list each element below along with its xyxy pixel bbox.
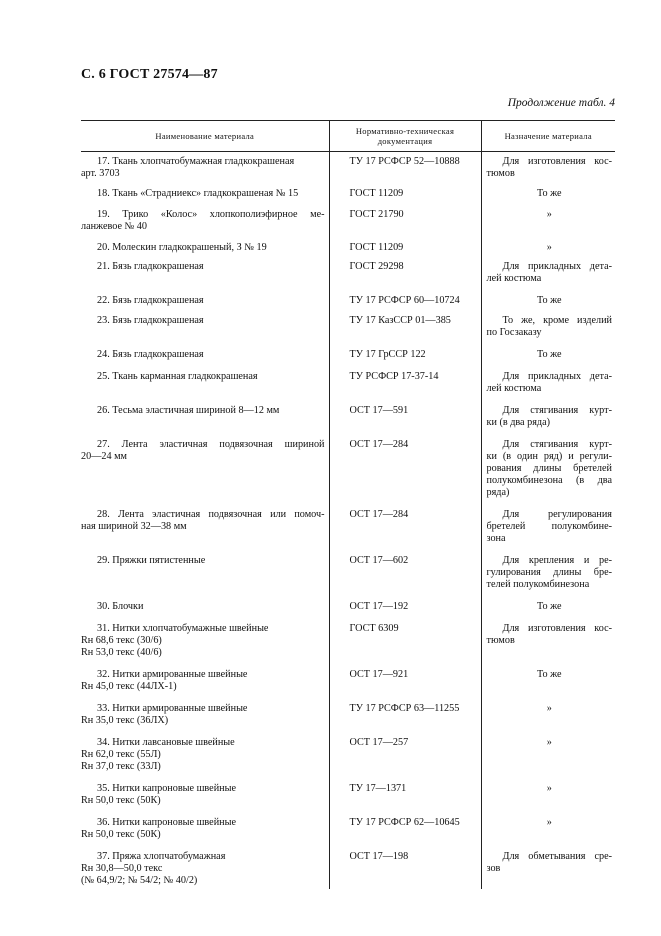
table-row xyxy=(81,817,615,841)
purpose-cell xyxy=(481,152,615,181)
material-name-line: 30. Блочки xyxy=(97,601,144,612)
purpose-cell xyxy=(481,261,615,285)
purpose-cell xyxy=(481,209,615,233)
row-spacer xyxy=(81,807,615,817)
spacer-cell xyxy=(81,307,329,315)
material-name-line: 17. Ткань хлопчатобумажная гладкокрашеная xyxy=(97,156,295,167)
normative-doc-text: ОСТ 17—198 xyxy=(349,851,409,862)
purpose-line: » xyxy=(546,737,552,748)
table-tail xyxy=(81,887,615,889)
material-name-line: 20. Молескин гладкокрашеный, З № 19 xyxy=(97,242,267,253)
material-name-line: 18. Ткань «Страдниекс» гладкокрашеная № 15 xyxy=(97,188,299,199)
spacer-cell xyxy=(81,545,329,555)
spacer-cell xyxy=(481,773,615,783)
table-row xyxy=(81,783,615,807)
spacer-cell xyxy=(81,200,329,209)
normative-doc-text: ТУ 17 РСФСР 52—10888 xyxy=(349,156,460,167)
normative-doc-text: ОСТ 17—602 xyxy=(349,555,409,566)
spacer-cell xyxy=(329,429,481,439)
material-name-line: 35. Нитки капроновые швейные xyxy=(97,783,236,794)
spacer-cell xyxy=(481,254,615,261)
spacer-cell xyxy=(481,499,615,509)
spacer-cell xyxy=(81,727,329,737)
spacer-cell xyxy=(481,180,615,188)
normative-doc-text: ТУ 17 РСФСР 62—10645 xyxy=(349,817,460,828)
purpose-line: » xyxy=(546,209,552,220)
materials-table xyxy=(81,120,615,889)
spacer-cell xyxy=(81,233,329,242)
material-name-cell xyxy=(81,349,329,361)
material-name-cell xyxy=(81,295,329,307)
spacer-cell xyxy=(481,591,615,601)
spacer-cell xyxy=(329,285,481,295)
row-spacer xyxy=(81,200,615,209)
purpose-line: » xyxy=(546,242,552,253)
purpose-cell xyxy=(481,405,615,429)
normative-doc-cell xyxy=(329,349,481,361)
normative-doc-text: ОСТ 17—284 xyxy=(349,509,409,520)
material-name-cell xyxy=(81,188,329,200)
material-name-cell xyxy=(81,209,329,233)
table-body xyxy=(81,152,615,890)
row-spacer xyxy=(81,693,615,703)
material-name-line: 33. Нитки армированные швейные xyxy=(97,703,248,714)
material-name-cell xyxy=(81,439,329,499)
material-name-cell xyxy=(81,555,329,591)
purpose-line: ряда) xyxy=(486,487,510,498)
normative-doc-text: ОСТ 17—192 xyxy=(349,601,409,612)
purpose-line: лей костюма xyxy=(486,383,542,394)
material-name-line: 36. Нитки капроновые швейные xyxy=(97,817,236,828)
material-name-cell xyxy=(81,152,329,181)
purpose-line: » xyxy=(546,817,552,828)
purpose-cell xyxy=(481,737,615,773)
row-spacer xyxy=(81,254,615,261)
row-spacer xyxy=(81,773,615,783)
spacer-cell xyxy=(329,395,481,405)
normative-doc-cell xyxy=(329,851,481,887)
tail-cell xyxy=(481,887,615,889)
normative-doc-text: ГОСТ 21790 xyxy=(349,209,404,220)
row-spacer xyxy=(81,180,615,188)
purpose-line: Для изготовления кос- xyxy=(502,623,612,634)
spacer-cell xyxy=(329,773,481,783)
spacer-cell xyxy=(81,693,329,703)
table-row xyxy=(81,737,615,773)
table-row xyxy=(81,405,615,429)
spacer-cell xyxy=(481,727,615,737)
spacer-cell xyxy=(329,693,481,703)
spacer-cell xyxy=(481,613,615,623)
material-name-line: 24. Бязь гладкокрашеная xyxy=(97,349,204,360)
purpose-line: полукомбинезона (в два xyxy=(486,475,612,486)
purpose-line: То же xyxy=(536,601,562,612)
purpose-line: по Госзаказу xyxy=(486,327,542,338)
spacer-cell xyxy=(481,339,615,349)
spacer-cell xyxy=(481,200,615,209)
material-name-cell xyxy=(81,737,329,773)
purpose-line: То же xyxy=(536,188,562,199)
material-name-line: Rн 50,0 текс (50К) xyxy=(81,795,161,806)
normative-doc-cell xyxy=(329,295,481,307)
table-row xyxy=(81,242,615,254)
spacer-cell xyxy=(81,499,329,509)
purpose-line: тюмов xyxy=(486,168,515,179)
row-spacer xyxy=(81,727,615,737)
purpose-cell xyxy=(481,242,615,254)
normative-doc-cell xyxy=(329,261,481,285)
spacer-cell xyxy=(81,591,329,601)
purpose-cell xyxy=(481,623,615,659)
normative-doc-cell xyxy=(329,817,481,841)
material-name-cell xyxy=(81,817,329,841)
normative-doc-cell xyxy=(329,555,481,591)
spacer-cell xyxy=(481,395,615,405)
purpose-line: ки (в два ряда) xyxy=(486,417,551,428)
material-name-line: 31. Нитки хлопчатобумажные швейные xyxy=(97,623,269,634)
table-row xyxy=(81,509,615,545)
normative-doc-text: ГОСТ 6309 xyxy=(349,623,399,634)
row-spacer xyxy=(81,233,615,242)
row-spacer xyxy=(81,429,615,439)
spacer-cell xyxy=(81,339,329,349)
normative-doc-text: ОСТ 17—284 xyxy=(349,439,409,450)
purpose-line: зона xyxy=(486,533,506,544)
spacer-cell xyxy=(329,591,481,601)
table-header-row xyxy=(81,121,615,152)
table-row xyxy=(81,188,615,200)
material-name-line: 23. Бязь гладкокрашеная xyxy=(97,315,204,326)
material-name-line: Rн 35,0 текс (36ЛХ) xyxy=(81,715,169,726)
spacer-cell xyxy=(329,339,481,349)
purpose-line: То же xyxy=(536,669,562,680)
spacer-cell xyxy=(81,807,329,817)
normative-doc-text: ТУ 17 КазССР 01—385 xyxy=(349,315,451,326)
spacer-cell xyxy=(481,285,615,295)
purpose-line: телей полукомбинезона xyxy=(486,579,590,590)
material-name-line: 34. Нитки лавсановые швейные xyxy=(97,737,235,748)
spacer-cell xyxy=(329,180,481,188)
material-name-cell xyxy=(81,371,329,395)
material-name-line: 28. Лента эластичная подвязочная или помоч- xyxy=(97,509,325,520)
column-header-normative-doc: Нормативно-техническая документация xyxy=(329,121,481,152)
spacer-cell xyxy=(81,659,329,669)
tail-cell xyxy=(81,887,329,889)
spacer-cell xyxy=(81,180,329,188)
purpose-line: Для изготовления кос- xyxy=(502,156,612,167)
spacer-cell xyxy=(481,545,615,555)
normative-doc-cell xyxy=(329,242,481,254)
spacer-cell xyxy=(329,361,481,371)
row-spacer xyxy=(81,339,615,349)
purpose-cell xyxy=(481,188,615,200)
spacer-cell xyxy=(81,613,329,623)
spacer-cell xyxy=(481,361,615,371)
purpose-line: гулирования длины бре- xyxy=(486,567,612,578)
row-spacer xyxy=(81,545,615,555)
material-name-line: 19. Трико «Колос» хлопкополиэфирное ме- xyxy=(97,209,325,220)
table-row xyxy=(81,669,615,693)
material-name-line: Rн 68,6 текс (30/6) xyxy=(81,635,162,646)
purpose-line: Для прикладных дета- xyxy=(502,261,612,272)
material-name-cell xyxy=(81,783,329,807)
spacer-cell xyxy=(329,613,481,623)
material-name-line: 27. Лента эластичная подвязочная шириной xyxy=(97,439,325,450)
purpose-cell xyxy=(481,371,615,395)
purpose-line: тюмов xyxy=(486,635,515,646)
purpose-line: Для прикладных дета- xyxy=(502,371,612,382)
row-spacer xyxy=(81,659,615,669)
material-name-line: 37. Пряжа хлопчатобумажная xyxy=(97,851,226,862)
purpose-line: То же xyxy=(536,295,562,306)
spacer-cell xyxy=(481,659,615,669)
page-header: С. 6 ГОСТ 27574—87 xyxy=(81,67,218,82)
material-name-cell xyxy=(81,601,329,613)
table-row xyxy=(81,623,615,659)
table-row xyxy=(81,601,615,613)
spacer-cell xyxy=(81,254,329,261)
spacer-cell xyxy=(329,233,481,242)
normative-doc-cell xyxy=(329,315,481,339)
table-row xyxy=(81,261,615,285)
table-row xyxy=(81,555,615,591)
purpose-line: » xyxy=(546,783,552,794)
normative-doc-cell xyxy=(329,405,481,429)
column-header-purpose: Назначение материала xyxy=(481,121,615,152)
normative-doc-cell xyxy=(329,623,481,659)
spacer-cell xyxy=(481,841,615,851)
spacer-cell xyxy=(329,200,481,209)
tail-cell xyxy=(329,887,481,889)
spacer-cell xyxy=(329,254,481,261)
normative-doc-cell xyxy=(329,188,481,200)
material-name-cell xyxy=(81,405,329,429)
table-row xyxy=(81,439,615,499)
material-name-cell xyxy=(81,242,329,254)
row-spacer xyxy=(81,285,615,295)
material-name-line: (№ 64,9/2; № 54/2; № 40/2) xyxy=(81,875,198,886)
purpose-cell xyxy=(481,703,615,727)
purpose-line: бретелей полукомбине- xyxy=(486,521,612,532)
normative-doc-text: ОСТ 17—257 xyxy=(349,737,409,748)
material-name-line: 20—24 мм xyxy=(81,451,128,462)
material-name-line: 32. Нитки армированные швейные xyxy=(97,669,248,680)
purpose-line: Для стягивания курт- xyxy=(502,405,612,416)
spacer-cell xyxy=(81,773,329,783)
normative-doc-text: ТУ 17 РСФСР 63—11255 xyxy=(349,703,460,714)
spacer-cell xyxy=(81,395,329,405)
spacer-cell xyxy=(481,693,615,703)
material-name-line: 22. Бязь гладкокрашеная xyxy=(97,295,204,306)
purpose-line: » xyxy=(546,703,552,714)
spacer-cell xyxy=(481,429,615,439)
spacer-cell xyxy=(81,841,329,851)
material-name-line: Rн 50,0 текс (50К) xyxy=(81,829,161,840)
normative-doc-cell xyxy=(329,439,481,499)
spacer-cell xyxy=(81,429,329,439)
material-name-line: Rн 62,0 текс (55Л) xyxy=(81,749,161,760)
purpose-line: То же xyxy=(536,349,562,360)
purpose-line: Для регулирования xyxy=(502,509,612,520)
row-spacer xyxy=(81,499,615,509)
table-row xyxy=(81,371,615,395)
purpose-cell xyxy=(481,817,615,841)
material-name-line: 26. Тесьма эластичная шириной 8—12 мм xyxy=(97,405,280,416)
normative-doc-text: ГОСТ 11209 xyxy=(349,188,404,199)
spacer-cell xyxy=(81,285,329,295)
spacer-cell xyxy=(329,807,481,817)
table-continuation-label: Продолжение табл. 4 xyxy=(507,97,615,109)
purpose-cell xyxy=(481,509,615,545)
material-name-line: Rн 30,8—50,0 текс xyxy=(81,863,163,874)
purpose-cell xyxy=(481,669,615,693)
spacer-cell xyxy=(481,233,615,242)
purpose-cell xyxy=(481,783,615,807)
spacer-cell xyxy=(329,659,481,669)
material-name-line: 25. Ткань карманная гладкокрашеная xyxy=(97,371,258,382)
material-name-cell xyxy=(81,669,329,693)
normative-doc-cell xyxy=(329,371,481,395)
spacer-cell xyxy=(329,499,481,509)
purpose-line: ки (в один ряд) и регули- xyxy=(486,451,612,462)
row-spacer xyxy=(81,361,615,371)
purpose-line: рования длины бретелей xyxy=(486,463,612,474)
purpose-line: Для крепления и ре- xyxy=(502,555,612,566)
normative-doc-text: ОСТ 17—921 xyxy=(349,669,409,680)
table-row xyxy=(81,315,615,339)
normative-doc-cell xyxy=(329,737,481,773)
row-spacer xyxy=(81,395,615,405)
row-spacer xyxy=(81,591,615,601)
material-name-cell xyxy=(81,315,329,339)
spacer-cell xyxy=(481,807,615,817)
table-row xyxy=(81,295,615,307)
normative-doc-cell xyxy=(329,509,481,545)
purpose-cell xyxy=(481,439,615,499)
normative-doc-text: ГОСТ 29298 xyxy=(349,261,404,272)
purpose-cell xyxy=(481,851,615,887)
spacer-cell xyxy=(81,361,329,371)
spacer-cell xyxy=(329,841,481,851)
spacer-cell xyxy=(329,545,481,555)
normative-doc-text: ТУ 17—1371 xyxy=(349,783,407,794)
normative-doc-cell xyxy=(329,152,481,181)
spacer-cell xyxy=(329,307,481,315)
material-name-cell xyxy=(81,261,329,285)
normative-doc-cell xyxy=(329,669,481,693)
normative-doc-text: ТУ РСФСР 17-37-14 xyxy=(349,371,439,382)
material-name-line: ланжевое № 40 xyxy=(81,221,147,232)
normative-doc-text: ТУ 17 ГрССР 122 xyxy=(349,349,426,360)
material-name-line: Rн 37,0 текс (33Л) xyxy=(81,761,161,772)
material-name-line: 21. Бязь гладкокрашеная xyxy=(97,261,204,272)
purpose-line: лей костюма xyxy=(486,273,542,284)
normative-doc-cell xyxy=(329,783,481,807)
normative-doc-text: ГОСТ 11209 xyxy=(349,242,404,253)
normative-doc-cell xyxy=(329,703,481,727)
column-header-material-name: Наименование материала xyxy=(81,121,329,152)
normative-doc-text: ОСТ 17—591 xyxy=(349,405,409,416)
material-name-line: Rн 45,0 текс (44ЛХ-1) xyxy=(81,681,177,692)
table-row xyxy=(81,349,615,361)
table-row xyxy=(81,209,615,233)
material-name-line: ная шириной 32—38 мм xyxy=(81,521,187,532)
purpose-line: Для обметывания сре- xyxy=(502,851,612,862)
row-spacer xyxy=(81,841,615,851)
purpose-line: Для стягивания курт- xyxy=(502,439,612,450)
material-name-cell xyxy=(81,509,329,545)
purpose-cell xyxy=(481,315,615,339)
normative-doc-text: ТУ 17 РСФСР 60—10724 xyxy=(349,295,460,306)
table-row xyxy=(81,703,615,727)
purpose-cell xyxy=(481,555,615,591)
purpose-line: зов xyxy=(486,863,501,874)
material-name-line: Rн 53,0 текс (40/6) xyxy=(81,647,162,658)
normative-doc-cell xyxy=(329,601,481,613)
material-name-cell xyxy=(81,623,329,659)
table-row xyxy=(81,152,615,181)
material-name-line: арт. 3703 xyxy=(81,168,120,179)
spacer-cell xyxy=(329,727,481,737)
purpose-cell xyxy=(481,349,615,361)
row-spacer xyxy=(81,307,615,315)
purpose-cell xyxy=(481,601,615,613)
normative-doc-cell xyxy=(329,209,481,233)
purpose-line: То же, кроме изделий xyxy=(502,315,612,326)
material-name-line: 29. Пряжки пятистенные xyxy=(97,555,206,566)
table-row xyxy=(81,851,615,887)
spacer-cell xyxy=(481,307,615,315)
material-name-cell xyxy=(81,703,329,727)
purpose-cell xyxy=(481,295,615,307)
material-name-cell xyxy=(81,851,329,887)
row-spacer xyxy=(81,613,615,623)
